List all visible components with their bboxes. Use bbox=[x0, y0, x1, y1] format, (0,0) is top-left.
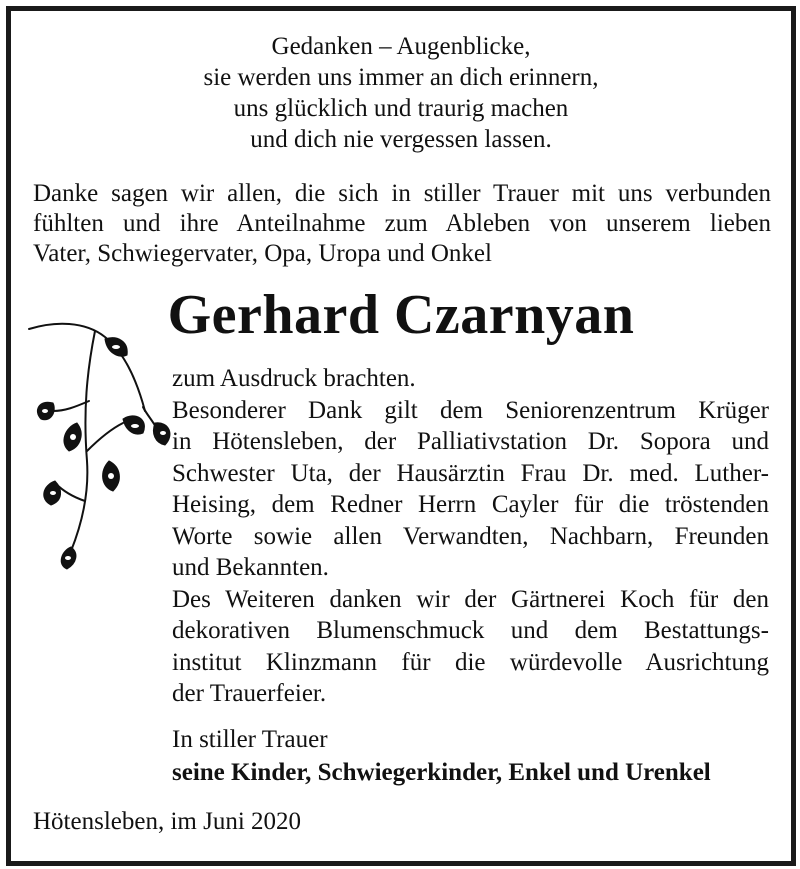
thanks-intro bbox=[33, 179, 771, 269]
body-line: und Bekannten. bbox=[172, 554, 329, 581]
poem bbox=[11, 31, 791, 155]
poem-line: Gedanken – Augenblicke, bbox=[271, 33, 531, 60]
poem-line: und dich nie vergessen lassen. bbox=[250, 126, 552, 153]
family-line: seine Kinder, Schwiegerkinder, Enkel und Urenkel bbox=[172, 759, 711, 786]
poem-line: uns glücklich und traurig machen bbox=[233, 95, 569, 122]
signoff bbox=[172, 723, 769, 789]
intro-line: Vater, Schwiegervater, Opa, Uropa und Onkel bbox=[33, 240, 492, 267]
body-line: Besonderer Dank gilt dem Seniorenzentrum Krüger bbox=[172, 396, 769, 424]
body-line: der Trauerfeier. bbox=[172, 680, 327, 707]
body-line: in Hötensleben, der Palliativstation Dr. Sopora und bbox=[172, 428, 769, 455]
poem-line: sie werden uns immer an dich erinnern, bbox=[203, 64, 599, 91]
body-line: Des Weiteren danken wir der Gärtnerei Koch für den bbox=[172, 585, 769, 613]
body-line: dekorativen Blumenschmuck und dem Bestattungs- bbox=[172, 617, 769, 644]
body-line: zum Ausdruck brachten. bbox=[172, 365, 416, 392]
deceased-name: Gerhard Czarnyan bbox=[167, 284, 635, 346]
mourning-line: In stiller Trauer bbox=[172, 726, 328, 753]
intro-line: fühlten und ihre Anteilnahme zum Ableben von unserem lieben bbox=[33, 210, 771, 237]
thanks-body bbox=[172, 363, 769, 710]
body-line: institut Klinzmann für die würdevolle Ausrichtung bbox=[172, 648, 769, 676]
place-date: Hötensleben, im Juni 2020 bbox=[33, 808, 302, 835]
intro-line: Danke sagen wir allen, die sich in stiller Trauer mit uns verbunden bbox=[33, 180, 771, 207]
obituary-card bbox=[6, 6, 796, 866]
body-line: Schwester Uta, der Hausärztin Frau Dr. med. Luther- bbox=[172, 459, 769, 487]
body-line: Heising, dem Redner Herrn Cayler für die tröstenden bbox=[172, 491, 769, 518]
body-line: Worte sowie allen Verwandten, Nachbarn, Freunden bbox=[172, 522, 769, 550]
leaf-branch-icon bbox=[25, 311, 175, 571]
